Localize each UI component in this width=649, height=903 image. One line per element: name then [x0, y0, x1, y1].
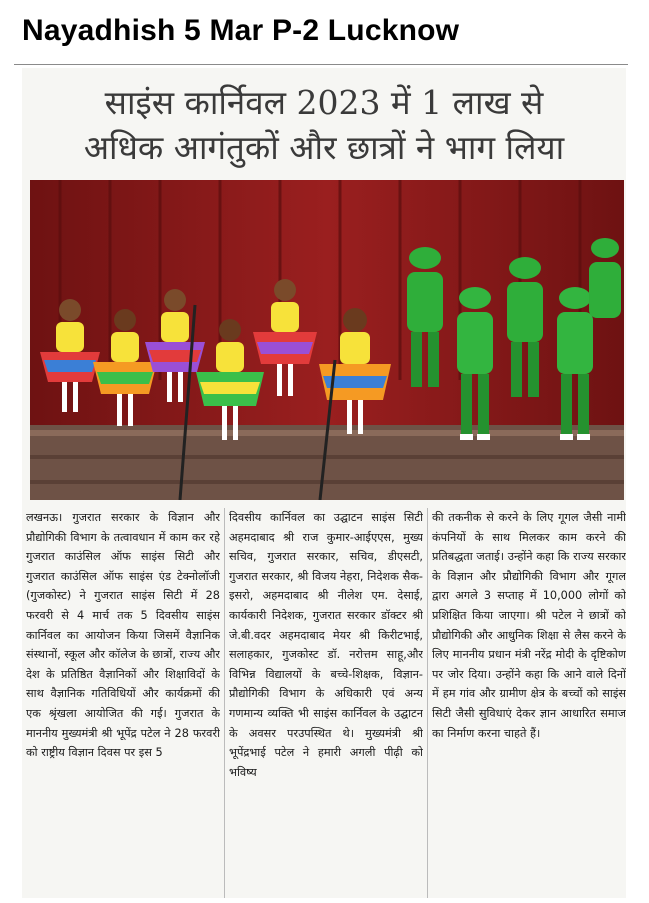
- publication-source-line: Nayadhish 5 Mar P-2 Lucknow: [22, 14, 460, 47]
- article-column-3-text: की तकनीक से करने के लिए गूगल जैसी नामी कंपनियों के साथ मिलकर काम करने की प्रतिबद्धता जताई। उन्होंने कहा कि राज्य सरकार के विज्ञान और प्रौद्योगिकी विभाग और गूगल द्वारा अगले 3 सप्ताह में 10,000 लोगों को प्रशिक्षित किया जाएगा। श्री पटेल ने छात्रों को प्रौद्योगिकी और आधुनिक शिक्षा से लैस करने के लिए माननीय प्रधान मंत्री नरेंद्र मोदी के दृष्टिकोण पर जोर दिया। उन्होंने कहा कि आने वाले दिनों में हम गांव और ग्रामीण क्षेत्र के बच्चों को साइंस सिटी जैसी सुविधाएं देकर ज्ञान आधारित समाज का निर्माण करना चाहते हैं।: [432, 511, 626, 740]
- headline-line-1: साइंस कार्निवल 2023 में 1 लाख से: [104, 83, 544, 122]
- article-headline: [22, 80, 626, 170]
- article-column-2: [229, 508, 423, 898]
- headline-line-2: अधिक आगंतुकों और छात्रों ने भाग लिया: [83, 128, 565, 167]
- article-column-1-text: लखनऊ। गुजरात सरकार के विज्ञान और प्रौद्योगिकी विभाग के तत्वावधान में काम कर रहे गुजरात काउंसिल ऑफ साइंस सिटी और गुजरात काउंसिल ऑफ साइंस एंड टेक्नोलॉजी (गुजकोस्ट) ने गुजरात साइंस सिटी में 28 फरवरी से 4 मार्च तक 5 दिवसीय साइंस कार्निवल का आयोजन किया जिसमें वैज्ञानिक संस्थानों, स्कूल और कॉलेज के छात्रों, राज्य और देश के प्रतिष्ठित वैज्ञानिकों और शिक्षाविदों के साथ वैज्ञानिक गतिविधियों और कार्यक्रमों की एक श्रृंखला आयोजित की गई। गुजरात के माननीय मुख्यमंत्री श्री भूपेंद्र पटेल ने 28 फरवरी को राष्ट्रीय विज्ञान दिवस पर इस 5: [26, 511, 220, 760]
- newspaper-clipping: [22, 68, 626, 898]
- article-column-2-text: दिवसीय कार्निवल का उद्घाटन साइंस सिटी अहमदाबाद श्री राज कुमार-आईएएस, मुख्य सचिव, गुजरात सरकार, सचिव, डीएसटी, गुजरात सरकार, श्री विजय नेहरा, निदेशक सैक-इसरो, अहमदाबाद श्री नीलेश एम. देसाई, कार्यकारी निदेशक, गुजरात सरकार डॉक्टर श्री जे.बी.वदर अहमदाबाद मेयर श्री किरीटभाई, सलाहकार, गुजकोस्ट डॉ. नरोत्तम साहू,और विभिन्न विद्यालयों के बच्चे-शिक्षक, विज्ञान-प्रौद्योगिकी विभाग के अधिकारी एवं अन्य गणमान्य व्यक्ति भी साइंस कार्निवल के उद्घाटन के अवसर परउपस्थित थे। मुख्यमंत्री श्री भूपेंद्रभाई पटेल ने हमारी अगली पीढ़ी को भविष्य: [229, 511, 423, 779]
- column-divider: [224, 508, 225, 898]
- article-column-3: [432, 508, 626, 898]
- stage-performance-image: [30, 180, 624, 500]
- header-divider: [14, 64, 628, 65]
- article-column-1: [26, 508, 220, 898]
- article-body: [26, 508, 626, 898]
- column-divider: [427, 508, 428, 898]
- article-photo: [30, 180, 624, 500]
